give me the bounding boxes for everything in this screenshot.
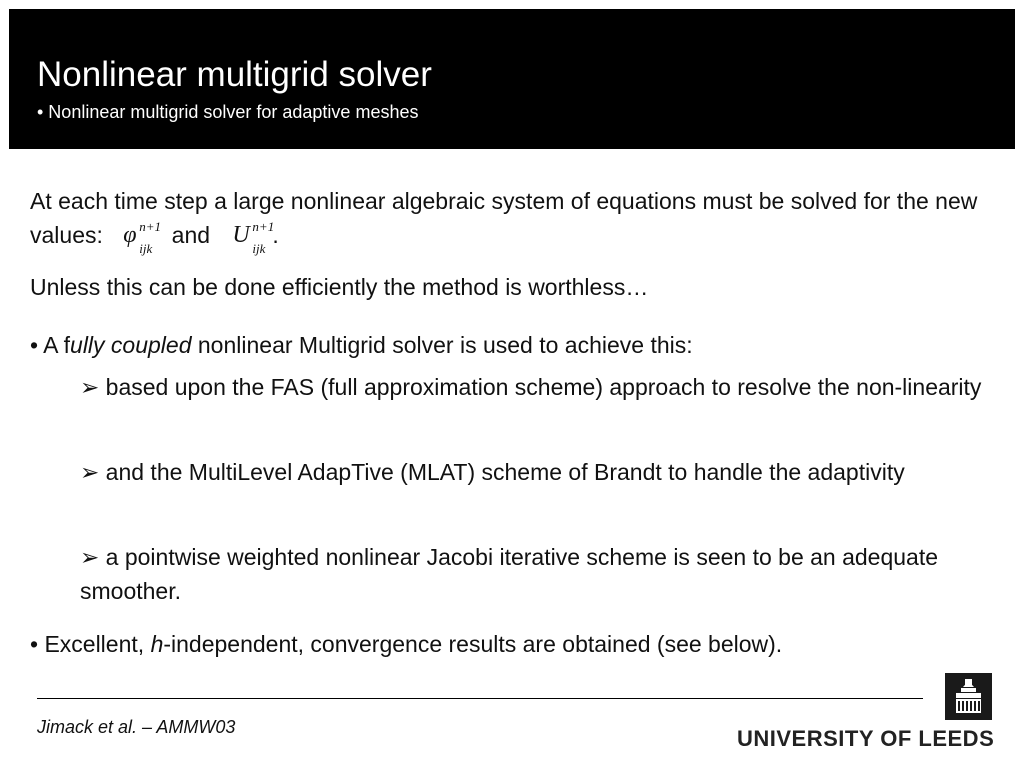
bullet-fully-coupled-prefix: • A f [30,332,71,358]
slide-title: Nonlinear multigrid solver [37,55,432,94]
bullet-fully-coupled-emphasis: ully coupled [70,332,192,358]
footer-citation: Jimack et al. – AMMW03 [37,717,236,737]
bullet-fully-coupled-suffix: nonlinear Multigrid solver is used to achieve this: [191,332,693,358]
university-crest-icon [945,673,992,720]
u-subscript: ijk [252,241,266,256]
u-symbol [232,218,275,256]
sub-bullet-mlat: ➢ and the MultiLevel AdapTive (MLAT) scheme of Brandt to handle the adaptivity [80,459,905,485]
u-base: U [232,222,250,248]
slide-header [9,9,1015,149]
and-word: and [171,222,211,248]
sub-bullet-fas: ➢ based upon the FAS (full approximation scheme) approach to resolve the non-linearity [80,374,982,400]
phi-symbol [123,218,162,256]
bullet-convergence-suffix: -independent, convergence results are obtained (see below). [163,631,783,657]
paragraph-time-step [30,184,990,256]
paragraph-time-step-text: At each time step a large nonlinear algebraic system of equations must be solved for the new values: [30,188,978,248]
u-superscript: n+1 [252,219,275,234]
sub-bullet-jacobi: ➢ a pointwise weighted nonlinear Jacobi iterative scheme is seen to be an adequate smoother. [80,544,939,604]
paragraph-efficiency: Unless this can be done efficiently the method is worthless… [30,274,649,300]
bullet-convergence [30,627,990,661]
bullet-fully-coupled [30,328,990,362]
university-logo-text: UNIVERSITY OF LEEDS [737,726,995,751]
bullet-convergence-prefix: • Excellent, [30,631,151,657]
phi-subscript: ijk [139,241,153,256]
phi-superscript: n+1 [139,219,162,234]
slide-subtitle: • Nonlinear multigrid solver for adaptive meshes [37,102,419,122]
footer-divider [37,698,923,699]
sentence-period: . [272,222,279,248]
phi-base: φ [123,222,137,248]
bullet-convergence-emphasis: h [150,631,164,657]
